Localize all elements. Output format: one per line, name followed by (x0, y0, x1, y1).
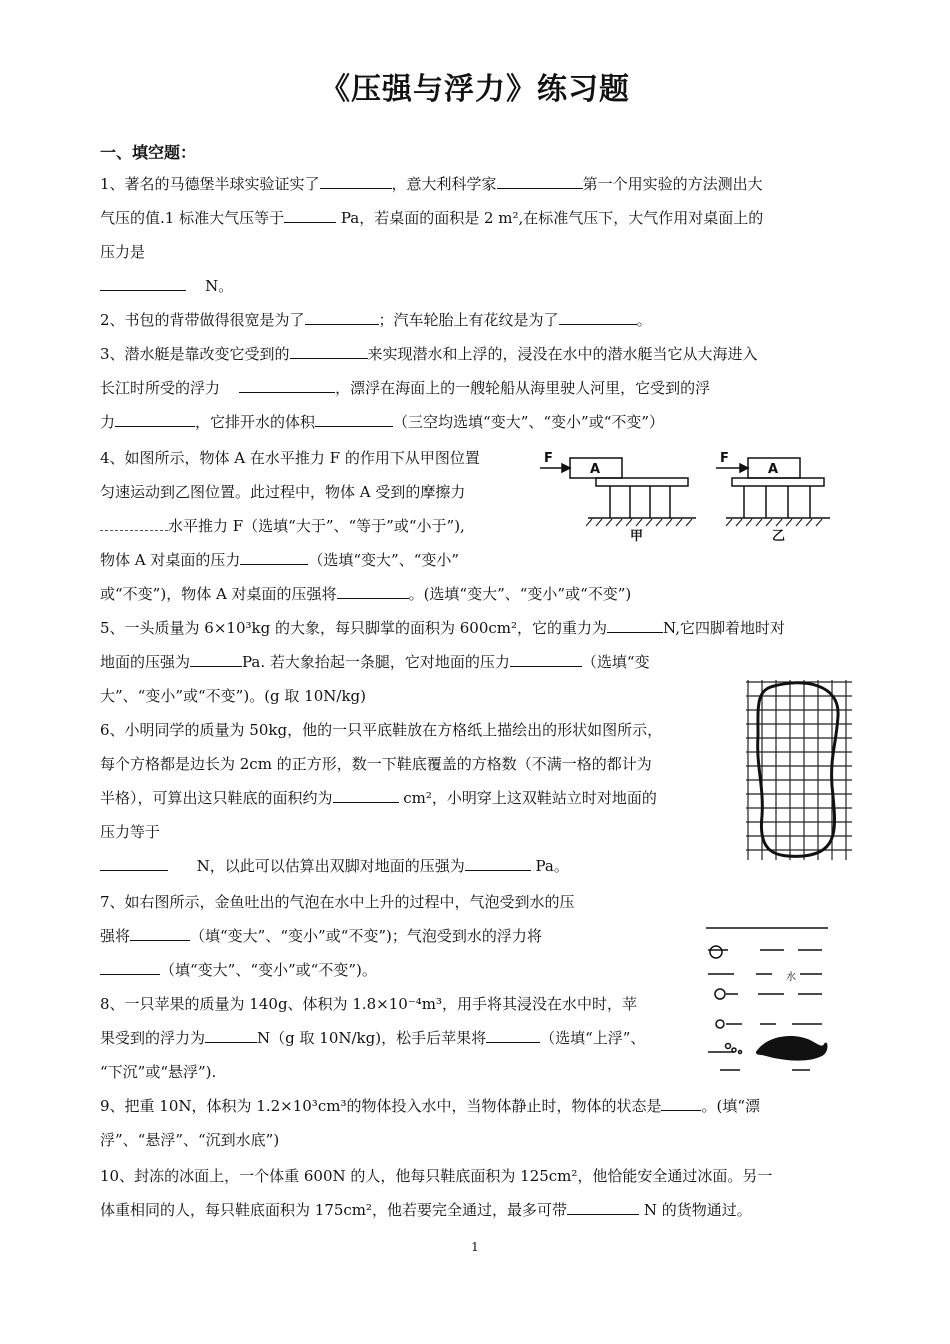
section-heading: 一、填空题： (100, 143, 197, 162)
q1-line-4: N。 (100, 276, 233, 296)
table-push-figure (540, 448, 840, 548)
label-a-yi: A (768, 462, 779, 477)
answer-blank[interactable] (100, 856, 168, 871)
q2-line-1: 2、书包的背带做得很宽是为了 ；汽车轮胎上有花纹是为了 。 (100, 311, 652, 329)
q1-line-2: 气压的值.1 标准大气压等于 Pa，若桌面的面积是 2 m²,在标准气压下，大气作用对桌面上的 (100, 209, 764, 227)
answer-blank[interactable] (205, 1028, 257, 1043)
answer-blank[interactable] (333, 788, 399, 803)
answer-blank[interactable] (240, 550, 308, 565)
q9-line-1: 9、把重 10N，体积为 1.2×10³cm³的物体投入水中，当物体静止时，物体的状态是 。(填“漂 (100, 1097, 760, 1115)
bubble-small (716, 1020, 724, 1028)
answer-blank[interactable] (100, 516, 168, 531)
q10-line-1: 10、封冻的冰面上，一个体重 600N 的人，他每只鞋底面积为 125cm²，他恰能安全通过冰面。另一 (100, 1167, 773, 1185)
answer-blank[interactable] (465, 856, 531, 871)
answer-blank[interactable] (130, 926, 190, 941)
q4-line-5: 或“不变”)，物体 A 对桌面的压强将 。(选填“变大”、“变小”或“不变”) (100, 585, 632, 603)
q6-line-2: 每个方格都是边长为 2cm 的正方形，数一下鞋底覆盖的方格数（不满一格的都计为 (100, 755, 652, 773)
label-jia: 甲 (630, 529, 644, 544)
q7-line-3: （填“变大”、“变小”或“不变”)。 (100, 960, 377, 980)
answer-blank[interactable] (559, 310, 637, 325)
arrow-head-icon (562, 464, 570, 472)
arrow-head-icon (740, 464, 748, 472)
q6-line-5: N，以此可以估算出双脚对地面的压强为 Pa。 (100, 856, 569, 876)
q1-line-3: 压力是 (100, 243, 146, 261)
q4-line-2: 匀速运动到乙图位置。此过程中，物体 A 受到的摩擦力 (100, 483, 466, 501)
q5-line-2: 地面的压强为 Pa. 若大象抬起一条腿，它对地面的压力 （选填“变 (100, 653, 650, 671)
answer-blank[interactable] (337, 584, 409, 599)
answer-blank[interactable] (115, 412, 195, 427)
q5-line-1: 5、一头质量为 6×10³kg 的大象，每只脚掌的面积为 600cm²，它的重力为 N,它四脚着地时对 (100, 619, 785, 637)
q3-line-1: 3、潜水艇是靠改变它受到的 来实现潜水和上浮的，浸没在水中的潜水艇当它从大海进入 (100, 345, 758, 363)
q4-line-4: 物体 A 对桌面的压力 （选填“变大”、“变小” (100, 551, 460, 569)
answer-blank[interactable] (290, 344, 368, 359)
answer-blank[interactable] (661, 1096, 701, 1111)
q4-line-1: 4、如图所示，物体 A 在水平推力 F 的作用下从甲图位置 (100, 449, 480, 467)
q1-line-1: 1、著名的马德堡半球实验证实了 ，意大利科学家 第一个用实验的方法测出大 (100, 175, 763, 193)
q10-line-2: 体重相同的人，每只鞋底面积为 175cm²，他若要完全通过，最多可带 N 的货物通过。 (100, 1201, 752, 1219)
answer-blank[interactable] (607, 618, 663, 633)
q3-line-3: 力 ，它排开水的体积 （三空均选填“变大”、“变小”或“不变”） (100, 413, 665, 431)
q8-line-1: 8、一只苹果的质量为 140g、体积为 1.8×10⁻⁴m³，用手将其浸没在水中时，苹 (100, 995, 637, 1013)
q6-line-3: 半格），可算出这只鞋底的面积约为 cm²，小明穿上这双鞋站立时对地面的 (100, 789, 657, 807)
q8-line-2: 果受到的浮力为 N（g 取 10N/kg)，松手后苹果将 （选填“上浮”、 (100, 1029, 646, 1047)
answer-blank[interactable] (510, 652, 582, 667)
answer-blank[interactable] (305, 310, 379, 325)
answer-blank[interactable] (100, 960, 160, 975)
label-f-jia: F (544, 451, 553, 466)
water-label: 水 (786, 972, 796, 983)
bubble-medium (715, 989, 725, 999)
answer-blank[interactable] (315, 412, 393, 427)
bubble-large (710, 946, 722, 958)
q6-line-1: 6、小明同学的质量为 50kg，他的一只平底鞋放在方格纸上描绘出的形状如图所示， (100, 721, 663, 739)
answer-blank[interactable] (497, 174, 583, 189)
answer-blank[interactable] (486, 1028, 540, 1043)
label-f-yi: F (720, 451, 729, 466)
q3-line-2: 长江时所受的浮力 ，漂浮在海面上的一艘轮船从海里驶人河里，它受到的浮 (100, 379, 711, 397)
shoe-outline (758, 683, 838, 857)
q4-line-3: 水平推力 F（选填“大于”、“等于”或“小于”), (100, 516, 465, 536)
goldfish-bubbles-figure (700, 920, 836, 1076)
q6-line-4: 压力等于 (100, 823, 161, 841)
answer-blank[interactable] (284, 208, 336, 223)
q8-line-3: “下沉”或“悬浮”). (100, 1063, 217, 1081)
page-title: 《压强与浮力》练习题 (320, 72, 630, 107)
q9-line-2: 浮”、“悬浮”、“沉到水底”) (100, 1131, 280, 1149)
answer-blank[interactable] (190, 652, 242, 667)
shoe-grid-figure (744, 676, 856, 864)
tabletop-jia (596, 478, 688, 486)
q5-line-3: 大”、“变小”或“不变”)。(g 取 10N/kg) (100, 687, 366, 705)
page-number: 1 (471, 1240, 479, 1254)
answer-blank[interactable] (320, 174, 392, 189)
tabletop-yi (732, 478, 824, 486)
answer-blank[interactable] (100, 276, 186, 291)
label-yi: 乙 (772, 529, 786, 544)
answer-blank[interactable] (567, 1200, 639, 1215)
goldfish-icon (756, 1036, 828, 1061)
q7-line-1: 7、如右图所示，金鱼吐出的气泡在水中上升的过程中，气泡受到水的压 (100, 893, 575, 911)
q7-line-2: 强将 （填“变大”、“变小”或“不变”)；气泡受到水的浮力将 (100, 927, 542, 945)
label-a-jia: A (590, 462, 601, 477)
answer-blank[interactable] (239, 378, 335, 393)
